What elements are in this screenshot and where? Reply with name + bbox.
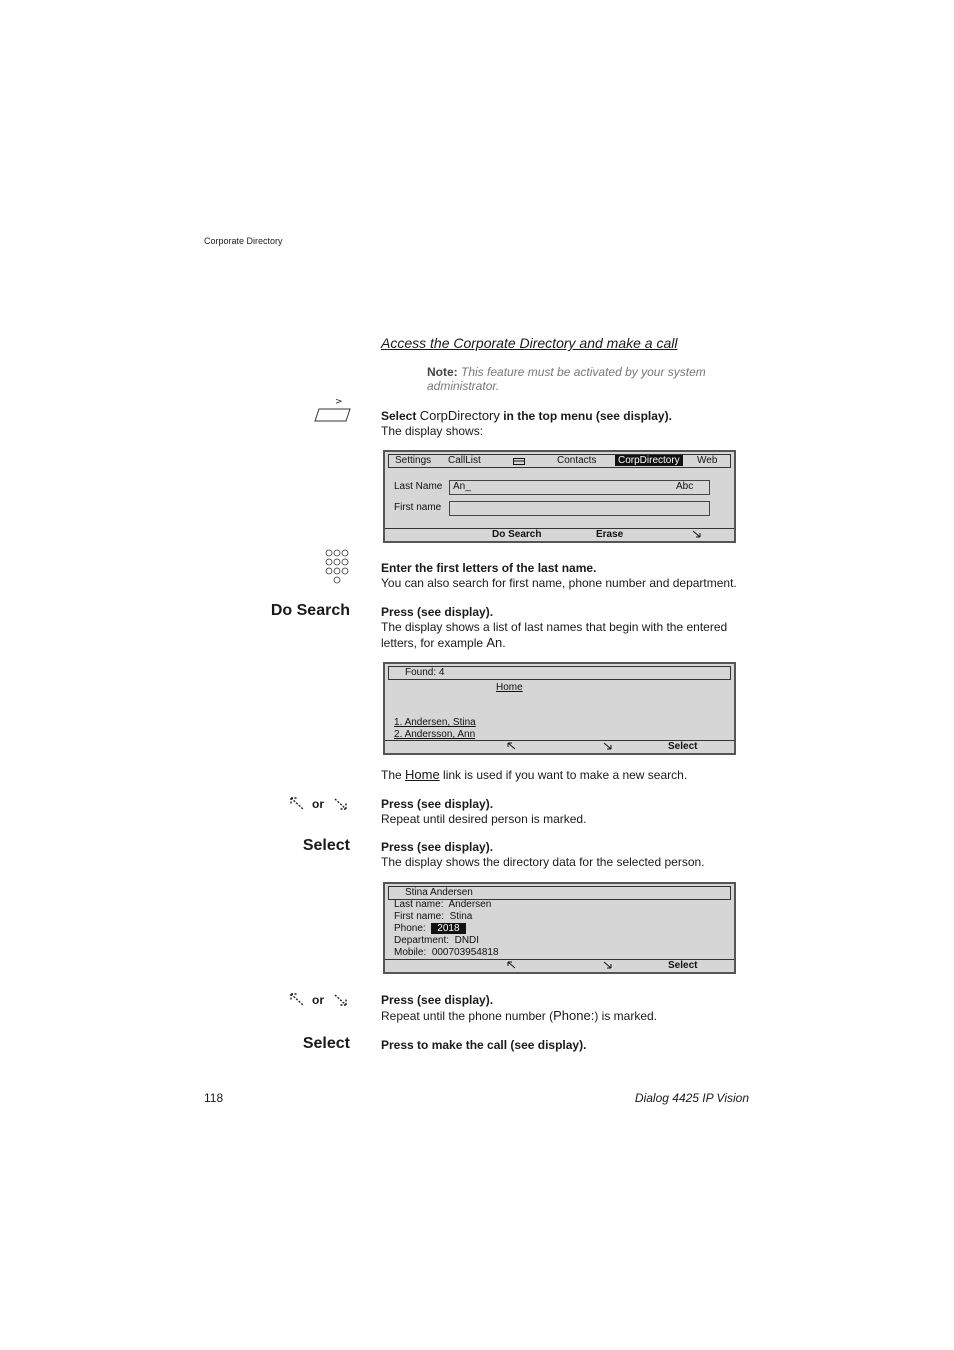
step-select-corpdirectory: Select CorpDirectory in the top menu (see display). The display shows:	[381, 408, 672, 438]
arrow-down-right-key-icon[interactable]	[332, 796, 350, 812]
step-select-person: Press (see display). The display shows the directory data for the selected person.	[381, 840, 705, 869]
person-name: Stina Andersen	[405, 887, 473, 898]
softkey-erase[interactable]: Erase	[596, 529, 624, 540]
menu-key-icon	[313, 397, 353, 425]
detail-row-last-name: Last name: Andersen	[394, 899, 492, 910]
arrow-up-left-key-icon[interactable]	[289, 796, 307, 812]
detail-row-mobile[interactable]: Mobile: 000703954818	[394, 947, 499, 958]
person-detail-list	[394, 899, 499, 959]
select-key-label[interactable]: Select	[302, 1035, 350, 1052]
display-search-results	[383, 662, 736, 755]
display-corpdirectory-search	[383, 450, 736, 543]
svg-text:>: >	[335, 397, 343, 407]
step-do-search: Press (see display). The display shows a list of last names that begin with the entered letters, for example An.	[381, 605, 728, 650]
envelope-icon	[513, 458, 525, 469]
home-keyword: Home	[405, 767, 440, 782]
arrow-up-left-key-icon[interactable]	[289, 992, 307, 1008]
detail-row-department: Department: DNDI	[394, 935, 480, 946]
last-name-field[interactable]	[449, 480, 710, 495]
page-heading: Access the Corporate Directory and make a call	[381, 335, 678, 351]
section-header: Corporate Directory	[204, 236, 283, 246]
arrow-up-left-icon[interactable]	[507, 742, 517, 754]
input-mode-indicator: Abc	[676, 481, 694, 492]
step-enter-letters: Enter the first letters of the last name. You can also search for first name, phone number and department.	[381, 561, 737, 590]
tab-web[interactable]: Web	[697, 455, 718, 466]
last-name-label: Last Name	[394, 481, 443, 492]
result-item-1[interactable]: 1. Andersen, Stina	[394, 717, 476, 728]
arrow-down-right-icon	[692, 530, 702, 542]
phone-keyword: Phone:	[553, 1008, 595, 1023]
or-label: or	[312, 993, 324, 1007]
home-link[interactable]: Home	[496, 682, 523, 693]
softkey-do-search[interactable]: Do Search	[492, 529, 542, 540]
navigation-keys	[289, 796, 351, 814]
tab-corpdirectory[interactable]: CorpDirectory	[615, 455, 683, 466]
or-label: or	[312, 797, 324, 811]
arrow-up-left-icon[interactable]	[507, 961, 517, 973]
an-keyword: An	[486, 635, 503, 650]
softkey-bar	[385, 740, 734, 753]
do-search-key-label[interactable]: Do Search	[270, 602, 350, 619]
step-mark-phone: Press (see display). Repeat until the phone number (Phone:) is marked.	[381, 993, 658, 1023]
display-person-details	[383, 882, 736, 974]
arrow-down-right-icon[interactable]	[603, 742, 613, 754]
detail-row-first-name: First name: Stina	[394, 911, 473, 922]
corpdirectory-keyword: CorpDirectory	[419, 408, 500, 423]
page-number: 118	[204, 1091, 224, 1105]
person-title-bar	[388, 886, 731, 900]
softkey-bar	[385, 528, 734, 541]
first-name-label: First name	[394, 502, 442, 513]
results-title-bar	[388, 666, 731, 680]
select-key-label[interactable]: Select	[302, 837, 350, 854]
first-name-field[interactable]	[449, 501, 710, 516]
step-make-call: Press to make the call (see display).	[381, 1038, 587, 1052]
navigation-keys	[289, 992, 351, 1010]
arrow-down-right-key-icon[interactable]	[332, 992, 350, 1008]
found-count: Found: 4	[405, 667, 445, 678]
softkey-bar	[385, 959, 734, 972]
note	[427, 365, 727, 393]
note-label: Note:	[427, 365, 458, 379]
tab-settings[interactable]: Settings	[395, 455, 432, 466]
tab-calllist[interactable]: CallList	[448, 455, 481, 466]
phone-value-highlighted: 2018	[431, 923, 465, 934]
last-name-value: An_	[453, 481, 471, 492]
arrow-down-right-icon[interactable]	[603, 961, 613, 973]
note-text: This feature must be activated by your system administrator.	[427, 365, 706, 393]
detail-row-phone[interactable]: Phone: 2018	[394, 923, 499, 935]
top-menu-bar	[388, 454, 731, 468]
tab-contacts[interactable]: Contacts	[557, 455, 597, 466]
product-name: Dialog 4425 IP Vision	[634, 1091, 749, 1105]
step-desc: The display shows:	[381, 424, 484, 438]
softkey-select[interactable]: Select	[668, 960, 698, 971]
softkey-select[interactable]: Select	[668, 741, 698, 752]
step-mark-person: Press (see display). Repeat until desired person is marked.	[381, 797, 587, 826]
home-link-description: The Home link is used if you want to make a new search.	[381, 767, 688, 782]
result-item-2[interactable]: 2. Andersson, Ann	[394, 729, 476, 740]
keypad-icon	[324, 549, 352, 585]
